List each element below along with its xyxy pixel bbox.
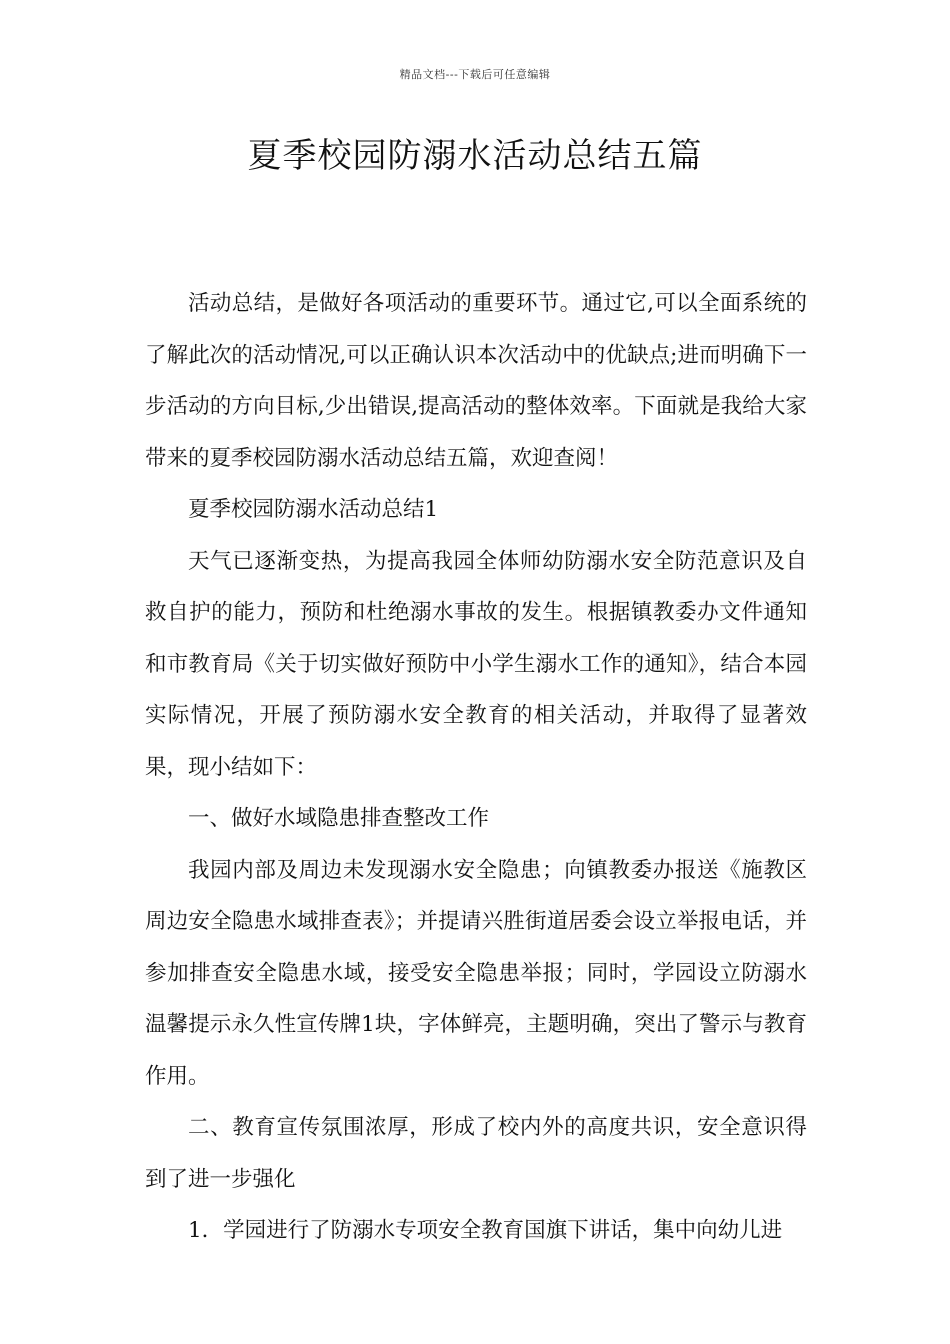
- document-body: [145, 278, 807, 1257]
- subheading-2: 二、教育宣传氛围浓厚，形成了校内外的高度共识，安全意识得到了进一步强化: [145, 1115, 807, 1192]
- header-note: 精品文档---下载后可任意编辑: [399, 68, 551, 81]
- paragraph-inspection: 我园内部及周边未发现溺水安全隐患；向镇教委办报送《施教区周边安全隐患水域排查表》；并提请兴胜街道居委会设立举报电话，并参加排查安全隐患水域，接受安全隐患举报；同时，学园设立防溺水温馨提示永久性宣传牌1块，字体鲜亮，主题明确，突出了警示与教育作用。: [145, 857, 807, 1089]
- paragraph-intro: 活动总结，是做好各项活动的重要环节。通过它,可以全面系统的了解此次的活动情况,可以正确认识本次活动中的优缺点;进而明确下一步活动的方向目标,少出错误,提高活动的整体效率。下面就是我给大家带来的夏季校园防溺水活动总结五篇，欢迎查阅！: [145, 291, 807, 471]
- document-title: 夏季校园防溺水活动总结五篇: [247, 136, 703, 176]
- paragraph-item-1: 1．学园进行了防溺水专项安全教育国旗下讲话，集中向幼儿进: [188, 1218, 783, 1243]
- subheading-1: 一、做好水域隐患排查整改工作: [188, 806, 490, 831]
- paragraph-background: 天气已逐渐变热，为提高我园全体师幼防溺水安全防范意识及自救自护的能力，预防和杜绝溺水事故的发生。根据镇教委办文件通知和市教育局《关于切实做好预防中小学生溺水工作的通知》，结合本园实际情况，开展了预防溺水安全教育的相关活动，并取得了显著效果，现小结如下：: [145, 548, 807, 780]
- section-heading-1: 夏季校园防溺水活动总结1: [188, 497, 439, 522]
